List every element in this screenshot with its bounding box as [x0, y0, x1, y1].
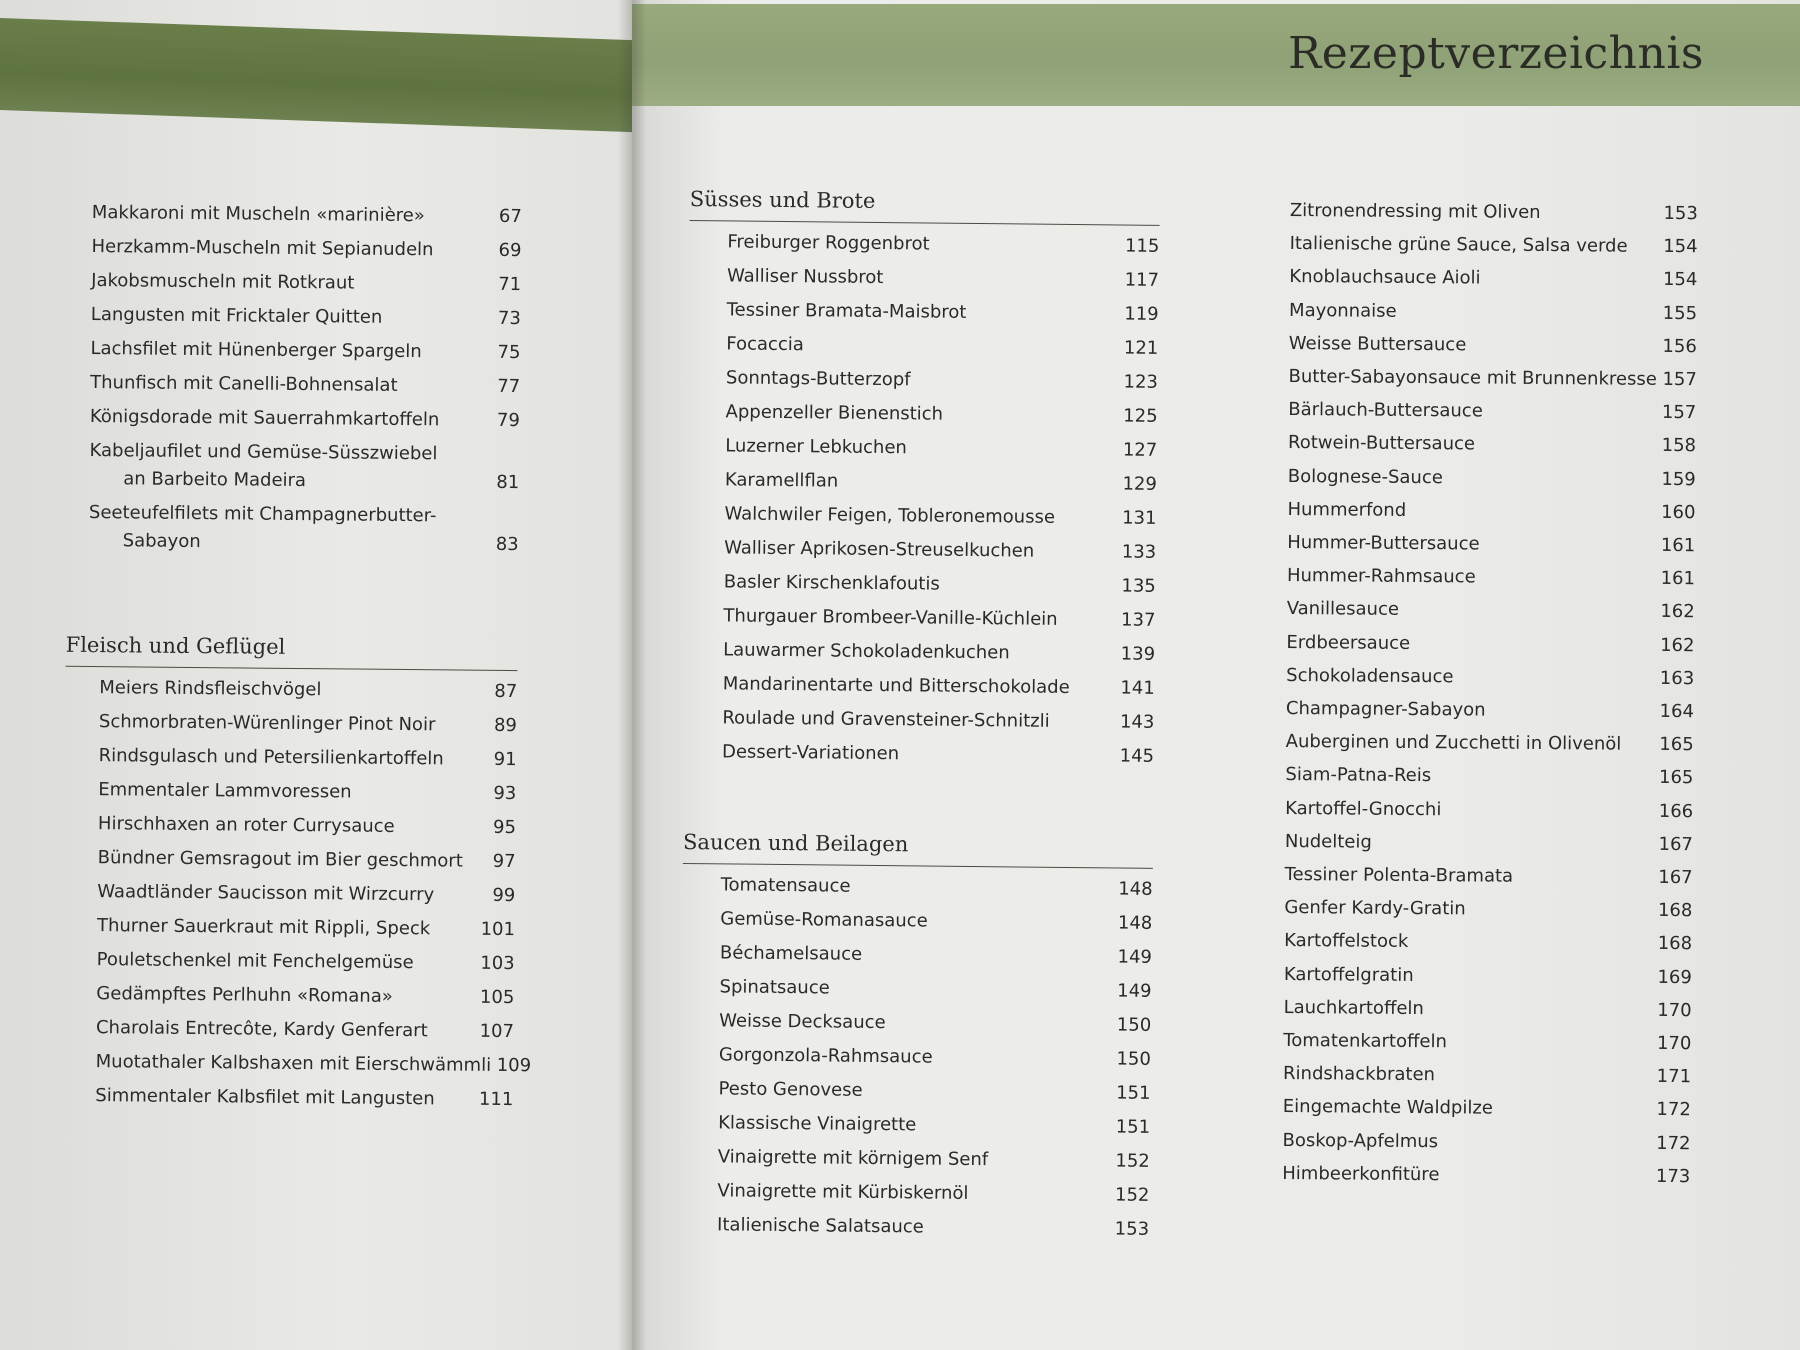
toc-entry	[1283, 991, 1691, 1027]
toc-entry	[1288, 360, 1696, 396]
entry-page-number: 117	[1124, 269, 1160, 291]
toc-entry	[97, 875, 515, 913]
entry-page-number: 127	[1122, 439, 1158, 461]
entry-title: Königsdorade mit Sauerrahmkartoffeln	[89, 405, 440, 431]
entry-page-number: 107	[479, 1020, 515, 1043]
entry-page-number: 156	[1662, 335, 1697, 358]
toc-entry	[724, 497, 1156, 536]
entry-page-number: 93	[493, 782, 517, 805]
entry-page-number: 101	[480, 918, 516, 941]
toc-entry	[1289, 294, 1697, 330]
toc-entry	[1290, 194, 1698, 230]
entry-page-number: 170	[1656, 1032, 1692, 1055]
toc-entry	[1282, 1124, 1690, 1160]
toc-entry	[99, 705, 517, 743]
entry-page-number: 151	[1115, 1116, 1151, 1138]
section-heading-saucen: Saucen und Beilagen	[683, 827, 1153, 869]
entry-page-number: 172	[1656, 1132, 1691, 1154]
toc-entry	[98, 739, 516, 777]
toc-entry	[718, 1072, 1150, 1111]
toc-entry	[98, 807, 516, 845]
entry-title: Klassische Vinaigrette	[718, 1112, 917, 1136]
toc-entry	[717, 1208, 1149, 1247]
entry-title: Simmentaler Kalbsfilet mit Langusten	[95, 1085, 435, 1110]
entry-title: Rindshackbraten	[1283, 1063, 1436, 1086]
entry-page-number: 162	[1660, 634, 1695, 656]
recipe-list-continued	[89, 196, 522, 562]
toc-entry	[91, 298, 521, 336]
entry-page-number: 152	[1114, 1184, 1150, 1206]
entry-title: Siam-Patna-Reis	[1285, 764, 1432, 787]
entry-page-number: 131	[1122, 507, 1157, 529]
toc-entry	[1288, 393, 1696, 429]
entry-page-number: 83	[495, 533, 519, 556]
toc-entry	[92, 196, 522, 234]
entry-title: Jakobsmuscheln mit Rotkraut	[91, 269, 355, 294]
toc-entry	[724, 531, 1156, 570]
entry-title: Vinaigrette mit körnigem Senf	[717, 1146, 989, 1171]
toc-entry	[1285, 858, 1693, 894]
entry-page-number: 123	[1123, 371, 1159, 393]
section-heading-suesses: Süsses und Brote	[690, 184, 1160, 226]
entry-title: Vanillesauce	[1286, 598, 1400, 621]
entry-page-number: 91	[493, 748, 517, 771]
entry-page-number: 87	[494, 680, 518, 703]
entry-page-number: 153	[1114, 1218, 1150, 1240]
toc-entry	[720, 936, 1152, 975]
entry-page-number: 171	[1656, 1066, 1692, 1088]
entry-page-number: 67	[498, 205, 522, 228]
toc-entry	[90, 366, 520, 404]
toc-entry	[1287, 526, 1695, 562]
toc-entry	[717, 1174, 1149, 1213]
entry-title-line1: Kabeljaufilet und Gemüse-Süsszwiebel	[89, 439, 438, 465]
toc-entry	[1286, 692, 1694, 728]
entry-page-number: 121	[1123, 337, 1159, 359]
entry-title: Makkaroni mit Muscheln «marinière»	[91, 201, 425, 227]
entry-page-number: 89	[493, 714, 518, 737]
entry-page-number: 143	[1119, 711, 1155, 733]
toc-entry	[719, 970, 1151, 1009]
entry-title: Spinatsauce	[719, 976, 830, 999]
toc-entry	[89, 434, 520, 500]
entry-title: Thurner Sauerkraut mit Rippli, Speck	[96, 915, 431, 940]
recipe-list-suesses	[684, 225, 1160, 774]
entry-page-number: 172	[1656, 1099, 1691, 1121]
toc-entry	[724, 565, 1156, 604]
toc-entry	[1286, 626, 1694, 662]
toc-entry	[725, 429, 1157, 468]
entry-page-number: 167	[1658, 866, 1693, 889]
entry-title: Waadtländer Saucisson mit Wirzcurry	[97, 881, 435, 906]
entry-title: Genfer Kardy-Gratin	[1284, 897, 1466, 920]
entry-page-number: 164	[1659, 700, 1695, 723]
entry-title: Tomatensauce	[720, 874, 851, 897]
entry-page-number: 150	[1116, 1048, 1151, 1070]
entry-page-number: 81	[496, 471, 520, 494]
entry-title: Boskop-Apfelmus	[1282, 1129, 1439, 1152]
entry-page-number: 105	[479, 986, 515, 1009]
entry-page-number: 95	[492, 816, 517, 839]
entry-title: Rindsgulasch und Petersilienkartoffeln	[98, 745, 444, 770]
entry-title: Luzerner Lebkuchen	[725, 435, 907, 459]
toc-entry	[1288, 460, 1696, 496]
toc-entry	[97, 909, 515, 947]
entry-title	[89, 499, 437, 558]
entry-title: Tessiner Polenta-Bramata	[1284, 864, 1514, 887]
entry-title: Erdbeersauce	[1286, 631, 1411, 654]
entry-page-number: 119	[1124, 303, 1159, 325]
recipe-list-fleisch	[83, 671, 532, 1117]
toc-entry	[1285, 825, 1693, 861]
entry-title: Herzkamm-Muscheln mit Sepianudeln	[91, 235, 434, 261]
entry-title: Gemüse-Romanasauce	[720, 908, 928, 932]
entry-title: Walliser Nussbrot	[726, 265, 884, 289]
entry-page-number: 133	[1121, 541, 1157, 563]
entry-page-number: 73	[497, 307, 521, 330]
entry-page-number: 151	[1116, 1082, 1151, 1104]
entry-title: Mandarinentarte und Bitterschokolade	[722, 673, 1070, 699]
entry-title: Focaccia	[726, 333, 804, 356]
entry-page-number: 161	[1660, 534, 1696, 557]
entry-title: Appenzeller Bienenstich	[725, 401, 944, 425]
entry-title: Pouletschenkel mit Fenchelgemüse	[96, 949, 414, 974]
entry-title-line1: Seeteufelfilets mit Champagnerbutter-	[88, 501, 437, 527]
entry-title: Hummer-Buttersauce	[1287, 532, 1480, 555]
right-page	[632, 0, 1800, 1350]
entry-title: Tessiner Bramata-Maisbrot	[726, 299, 967, 323]
entry-page-number: 170	[1657, 999, 1692, 1022]
toc-entry	[99, 671, 517, 709]
entry-title: Emmentaler Lammvoressen	[98, 779, 352, 803]
entry-title: Hirschhaxen an roter Currysauce	[97, 813, 395, 837]
entry-title: Kartoffelstock	[1284, 930, 1409, 953]
toc-entry	[97, 943, 515, 981]
entry-title: Himbeerkonfitüre	[1282, 1162, 1440, 1186]
toc-entry	[1283, 1090, 1691, 1126]
entry-page-number: 150	[1116, 1014, 1152, 1036]
entry-title: Bündner Gemsragout im Bier geschmort	[97, 847, 463, 872]
entry-title: Bolognese-Sauce	[1287, 465, 1443, 488]
middle-column	[679, 184, 1160, 1247]
entry-title: Italienische grüne Sauce, Salsa verde	[1289, 233, 1628, 257]
entry-page-number: 154	[1663, 236, 1698, 258]
entry-page-number: 77	[497, 375, 521, 398]
entry-page-number: 135	[1121, 575, 1156, 597]
entry-page-number: 139	[1120, 643, 1156, 665]
entry-page-number: 173	[1655, 1165, 1691, 1188]
entry-page-number: 129	[1122, 473, 1157, 495]
toc-entry	[89, 496, 520, 562]
entry-page-number: 75	[497, 341, 521, 364]
toc-entry	[726, 327, 1158, 366]
entry-page-number: 168	[1657, 900, 1693, 922]
entry-title: Bärlauch-Buttersauce	[1288, 399, 1483, 422]
right-column	[1282, 194, 1698, 1193]
entry-page-number: 165	[1658, 767, 1694, 789]
entry-page-number: 109	[496, 1054, 532, 1077]
page-title: Rezeptverzeichnis	[1288, 28, 1704, 79]
toc-entry	[95, 1079, 513, 1117]
entry-page-number: 161	[1660, 568, 1696, 590]
entry-title: Charolais Entrecôte, Kardy Genferart	[95, 1017, 428, 1042]
entry-page-number: 160	[1661, 501, 1696, 524]
entry-title: Kartoffelgratin	[1283, 963, 1414, 986]
entry-title: Gorgonzola-Rahmsauce	[718, 1044, 933, 1068]
entry-title: Gedämpftes Perlhuhn «Romana»	[96, 983, 393, 1007]
book-gutter-shadow	[618, 0, 646, 1350]
entry-title: Eingemachte Waldpilze	[1282, 1096, 1493, 1120]
entry-title: Knoblauchsauce Aioli	[1289, 266, 1481, 289]
left-page	[0, 0, 632, 1350]
entry-page-number: 145	[1119, 745, 1155, 767]
toc-entry	[1284, 958, 1692, 994]
entry-title: Mayonnaise	[1289, 299, 1397, 322]
entry-page-number: 154	[1662, 269, 1698, 291]
entry-title: Rotwein-Buttersauce	[1287, 432, 1476, 455]
toc-entry	[1287, 592, 1695, 628]
entry-title: Sonntags-Butterzopf	[725, 367, 911, 391]
entry-page-number: 163	[1659, 667, 1695, 690]
entry-title: Butter-Sabayonsauce mit Brunnenkresse	[1288, 366, 1657, 390]
recipe-list-saucen	[679, 868, 1153, 1247]
left-header-band	[0, 18, 632, 132]
entry-title: Freiburger Roggenbrot	[727, 231, 930, 255]
entry-page-number: 137	[1120, 609, 1156, 631]
entry-page-number: 166	[1658, 800, 1694, 822]
toc-entry	[1282, 1157, 1690, 1193]
entry-page-number: 168	[1657, 933, 1693, 955]
entry-page-number: 71	[498, 273, 522, 296]
toc-entry	[1283, 1057, 1691, 1093]
toc-entry	[1284, 924, 1692, 960]
entry-title: Dessert-Variationen	[721, 741, 900, 765]
entry-page-number: 111	[478, 1088, 514, 1111]
toc-entry	[91, 264, 521, 302]
toc-entry	[720, 868, 1152, 907]
toc-entry	[1289, 327, 1697, 363]
entry-page-number: 115	[1124, 235, 1160, 257]
entry-page-number: 169	[1657, 966, 1692, 988]
toc-entry	[718, 1140, 1150, 1179]
toc-entry	[90, 400, 520, 438]
entry-page-number: 152	[1115, 1150, 1150, 1172]
toc-entry	[720, 902, 1152, 941]
toc-entry	[722, 701, 1154, 740]
entry-title: Thunfisch mit Canelli-Bohnensalat	[90, 371, 398, 396]
toc-entry	[97, 841, 515, 879]
entry-title: Nudelteig	[1284, 830, 1372, 853]
toc-entry	[719, 1038, 1151, 1077]
entry-page-number: 69	[498, 239, 522, 262]
toc-entry	[726, 361, 1158, 400]
entry-title: Karamellflan	[724, 469, 839, 492]
recipe-list-right	[1282, 194, 1698, 1193]
toc-entry	[91, 230, 521, 268]
entry-page-number: 167	[1658, 833, 1693, 856]
toc-entry	[90, 332, 520, 370]
toc-entry	[96, 977, 514, 1015]
entry-title: Pesto Genovese	[718, 1078, 863, 1101]
toc-entry	[718, 1106, 1150, 1145]
entry-title: Tomatenkartoffeln	[1283, 1030, 1447, 1053]
toc-entry	[1284, 891, 1692, 927]
entry-title: Kartoffel-Gnocchi	[1285, 797, 1442, 820]
toc-entry	[719, 1004, 1151, 1043]
toc-entry	[1287, 493, 1695, 529]
toc-entry	[1289, 227, 1697, 263]
entry-title: Roulade und Gravensteiner-Schnitzli	[722, 707, 1050, 732]
toc-entry	[723, 599, 1155, 638]
entry-title: Walliser Aprikosen-Streuselkuchen	[724, 537, 1035, 562]
entry-title: Basler Kirschenklafoutis	[723, 571, 940, 595]
entry-title: Lachsfilet mit Hünenberger Spargeln	[90, 337, 422, 363]
entry-page-number: 155	[1662, 302, 1698, 324]
entry-page-number: 158	[1661, 435, 1697, 457]
entry-title: Vinaigrette mit Kürbiskernöl	[717, 1180, 969, 1204]
left-column	[65, 196, 532, 1117]
entry-title: Auberginen und Zucchetti in Olivenöl	[1285, 731, 1622, 755]
entry-title: Langusten mit Fricktaler Quitten	[90, 303, 383, 328]
entry-title-line2: an Barbeito Madeira	[123, 468, 307, 492]
entry-page-number: 148	[1118, 878, 1153, 900]
entry-title: Schmorbraten-Würenlinger Pinot Noir	[98, 711, 436, 736]
entry-title: Champagner-Sabayon	[1285, 698, 1486, 721]
toc-entry	[1286, 659, 1694, 695]
entry-title: Lauchkartoffeln	[1283, 996, 1424, 1019]
entry-page-number: 159	[1661, 468, 1696, 490]
entry-page-number: 141	[1120, 677, 1155, 699]
entry-page-number: 125	[1123, 405, 1158, 427]
entry-page-number: 153	[1663, 202, 1698, 225]
entry-title: Hummerfond	[1287, 498, 1407, 521]
toc-entry	[722, 735, 1154, 774]
entry-page-number: 79	[496, 409, 520, 432]
toc-entry	[723, 633, 1155, 672]
entry-title: Weisse Buttersauce	[1288, 332, 1467, 356]
entry-page-number: 97	[492, 850, 516, 873]
toc-entry	[1289, 260, 1697, 296]
entry-title: Muotathaler Kalbshaxen mit Eierschwämmli	[95, 1051, 492, 1076]
entry-title: Weisse Decksauce	[719, 1010, 886, 1034]
entry-title: Meiers Rindsfleischvögel	[99, 677, 322, 701]
entry-title: Zitronendressing mit Oliven	[1289, 199, 1541, 223]
toc-entry	[727, 293, 1159, 332]
entry-title: Lauwarmer Schokoladenkuchen	[723, 639, 1010, 664]
toc-entry	[1285, 758, 1693, 794]
entry-title: Schokoladensauce	[1286, 664, 1454, 688]
entry-title-line2: Sabayon	[122, 530, 201, 553]
entry-page-number: 99	[492, 884, 516, 907]
entry-title: Italienische Salatsauce	[716, 1214, 924, 1238]
toc-entry	[96, 1011, 514, 1049]
entry-page-number: 157	[1661, 402, 1697, 424]
entry-title: Hummer-Rahmsauce	[1286, 565, 1476, 588]
entry-title: Thurgauer Brombeer-Vanille-Küchlein	[723, 605, 1058, 630]
toc-entry	[98, 773, 516, 811]
toc-entry	[95, 1045, 532, 1083]
entry-title	[89, 437, 437, 496]
entry-page-number: 162	[1660, 601, 1695, 623]
entry-page-number: 149	[1117, 946, 1153, 968]
entry-title: Walchwiler Feigen, Tobleronemousse	[724, 503, 1056, 528]
toc-entry	[1288, 426, 1696, 462]
toc-entry	[725, 463, 1157, 502]
toc-entry	[723, 667, 1155, 706]
toc-entry	[1287, 559, 1695, 595]
section-heading-fleisch: Fleisch und Geflügel	[65, 630, 517, 671]
entry-page-number: 103	[480, 952, 515, 975]
toc-entry	[1285, 792, 1693, 828]
entry-page-number: 157	[1662, 368, 1697, 391]
entry-page-number: 165	[1659, 734, 1694, 756]
entry-title: Béchamelsauce	[719, 942, 863, 965]
toc-entry	[727, 259, 1159, 298]
toc-entry	[725, 395, 1157, 434]
toc-entry	[1286, 725, 1694, 761]
entry-page-number: 149	[1117, 980, 1152, 1002]
toc-entry	[1283, 1024, 1691, 1060]
right-header-band	[632, 4, 1800, 106]
toc-entry	[727, 225, 1159, 264]
entry-page-number: 148	[1117, 912, 1153, 934]
